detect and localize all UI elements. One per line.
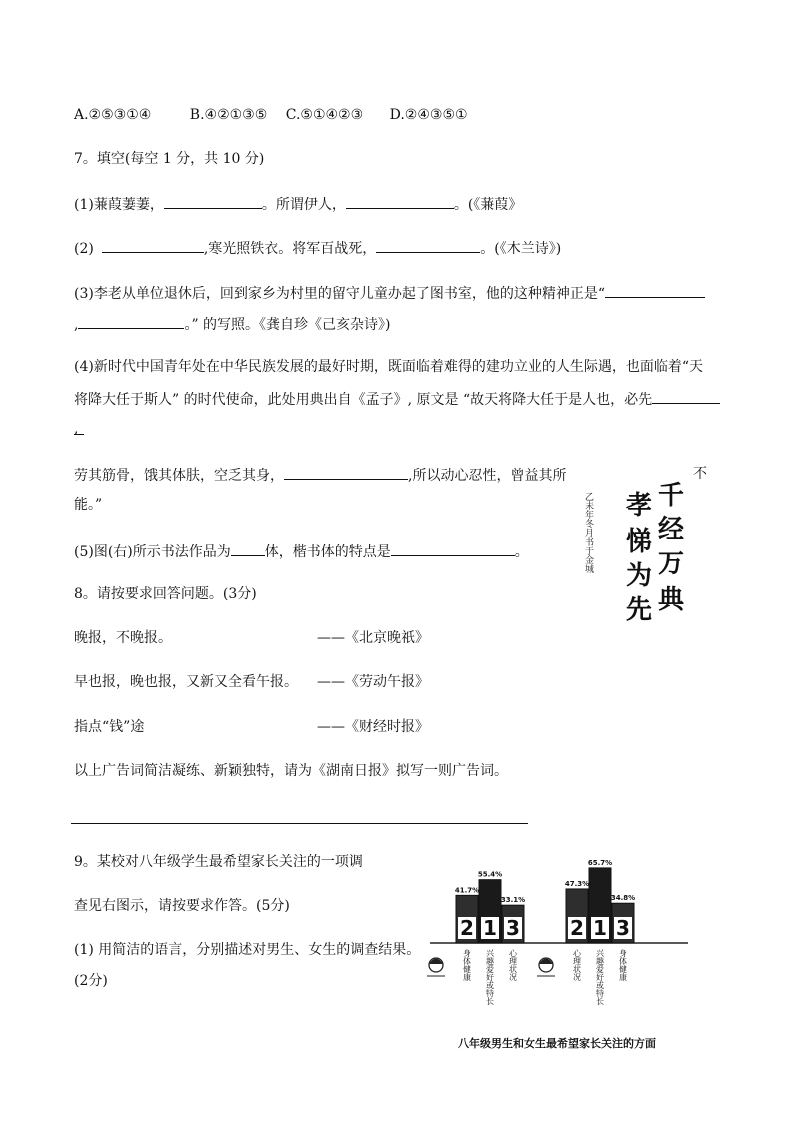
q7-title: 7。填空(每空 1 分，共 10 分) — [74, 151, 265, 167]
answer-blank[interactable] — [78, 314, 184, 329]
calli-char: 千 — [658, 481, 685, 511]
q7-part4-line5: 能。” — [74, 497, 103, 513]
option-b: B.④②①③⑤ — [189, 107, 268, 123]
category-label: 兴趣爱好或特长 — [595, 949, 605, 1005]
answer-blank[interactable] — [376, 238, 480, 253]
calli-char: 先 — [626, 595, 653, 625]
q7-p2-text: 。(《木兰诗》) — [480, 241, 562, 257]
answer-blank[interactable] — [102, 238, 204, 253]
q6-options — [74, 106, 468, 124]
option-c: C.⑤①④②③ — [285, 107, 364, 123]
q9-line4: (2分) — [74, 973, 108, 989]
q7-p1-text: 。所谓伊人， — [261, 197, 346, 213]
rank-label: 3 — [506, 916, 520, 940]
category-label: 身体健康 — [618, 949, 628, 981]
calli-char: 万 — [658, 549, 685, 579]
q8-title: 8。请按要求回答问题。(3分) — [74, 586, 257, 602]
answer-blank[interactable] — [164, 194, 262, 209]
q9-line2: 查见右图示，请按要求作答。(5分) — [74, 898, 290, 914]
q7-part4-tail: 不 — [693, 466, 707, 482]
q8-row-source: ——《财经时报》 — [317, 719, 429, 735]
rank-label: 3 — [616, 916, 630, 940]
answer-blank[interactable] — [605, 283, 705, 298]
q7-p3-text: , — [74, 317, 79, 333]
q9-line3: (1) 用简洁的语言，分别描述对男生、女生的调查结果。 — [74, 942, 421, 958]
calli-inscription: 乙未年冬月书于金城 — [583, 492, 593, 573]
q7-part3-line2 — [74, 314, 391, 334]
answer-blank[interactable]: , — [74, 420, 84, 435]
category-label: 身体健康 — [462, 949, 472, 981]
category-label: 心理状况 — [508, 949, 518, 981]
calli-char: 典 — [658, 585, 685, 615]
q7-part5 — [74, 541, 529, 561]
option-d: D.②④③⑤① — [389, 107, 468, 123]
calli-char: 为 — [626, 561, 653, 591]
q7-part3-line1 — [74, 283, 705, 303]
calli-char: 孝 — [626, 491, 653, 521]
q7-p3-text: (3)李老从单位退休后，回到家乡为村里的留守儿童办起了图书室，他的这种精神正是“ — [74, 286, 605, 302]
rank-label: 2 — [460, 916, 474, 940]
q7-part4-line3 — [74, 420, 84, 438]
category-label: 心理状况 — [572, 949, 582, 981]
q8-row-source: ——《北京晚祇》 — [317, 630, 429, 646]
rank-label: 1 — [483, 916, 497, 940]
q7-p1-text: (1)蒹葭萋萋， — [74, 197, 164, 213]
category-label: 兴趣爱好或特长 — [485, 949, 495, 1005]
q8-row-slogan: 晚报，不晚报。 — [74, 630, 172, 646]
value-label: 47.3% — [564, 879, 590, 888]
q7-p2-text: (2) — [74, 241, 94, 257]
rank-label: 2 — [570, 916, 584, 940]
chart-svg — [424, 855, 694, 1033]
rank-label: 1 — [593, 916, 607, 940]
q7-part4-line2 — [74, 389, 720, 409]
q7-p2-text: ,寒光照铁衣。将军百战死， — [203, 241, 377, 257]
q7-p4-text: 将降大任于斯人” 的时代使命，此处用典出自《孟子》, 原文是 “故天将降大任于是人也，必先 — [74, 392, 653, 408]
q7-part4-line1: (4)新时代中国青年处在中华民族发展的最好时期，既面临着难得的建功立业的人生际遇，也面临着“天 — [74, 359, 703, 375]
q8-row-slogan: 指点“钱”途 — [74, 719, 145, 735]
answer-blank[interactable] — [284, 465, 408, 480]
calli-char: 悌 — [626, 527, 653, 557]
value-label: 33.1% — [500, 896, 526, 905]
q8-row-slogan: 早也报，晚也报，又新又全看午报。 — [74, 674, 298, 690]
q9-line1: 9。某校对八年级学生最希望家长关注的一项调 — [74, 854, 363, 870]
value-label: 34.8% — [610, 894, 636, 903]
q7-p5-text: 体，楷书体的特点是 — [264, 544, 391, 560]
value-label: 65.7% — [587, 858, 613, 867]
value-label: 55.4% — [477, 870, 503, 879]
q7-p3-text: 。” 的写照。《龚自珍《己亥杂诗》) — [184, 317, 391, 333]
option-a: A.②⑤③①④ — [74, 107, 152, 123]
answer-blank[interactable] — [391, 541, 515, 556]
calligraphy-image — [574, 478, 685, 625]
q7-part1 — [74, 194, 522, 214]
answer-blank[interactable] — [652, 389, 720, 404]
survey-chart — [424, 855, 694, 1055]
q7-p5-text: (5)图(右)所示书法作品为 — [74, 544, 231, 560]
q8-row-source: ——《劳动午报》 — [317, 674, 429, 690]
answer-blank[interactable] — [346, 194, 454, 209]
calli-char: 经 — [658, 515, 685, 545]
q7-p5-text: 。 — [514, 544, 529, 560]
q7-p4-text: 劳其筋骨，饿其体肤，空乏其身， — [74, 468, 284, 484]
q8-answer-line[interactable] — [71, 823, 528, 824]
q7-part2 — [74, 238, 561, 258]
chart-title: 八年级男生和女生最希望家长关注的方面 — [458, 1037, 656, 1050]
q7-part4-line4 — [74, 465, 566, 485]
q8-instruction: 以上广告词简洁凝练、新颖独特，请为《湖南日报》拟写一则广告词。 — [74, 763, 508, 779]
q7-p4-text: ,所以动心忍性，曾益其所 — [408, 468, 567, 484]
value-label: 41.7% — [454, 886, 480, 895]
q7-p1-text: 。(《蒹葭》 — [453, 197, 523, 213]
answer-blank[interactable] — [231, 541, 265, 556]
